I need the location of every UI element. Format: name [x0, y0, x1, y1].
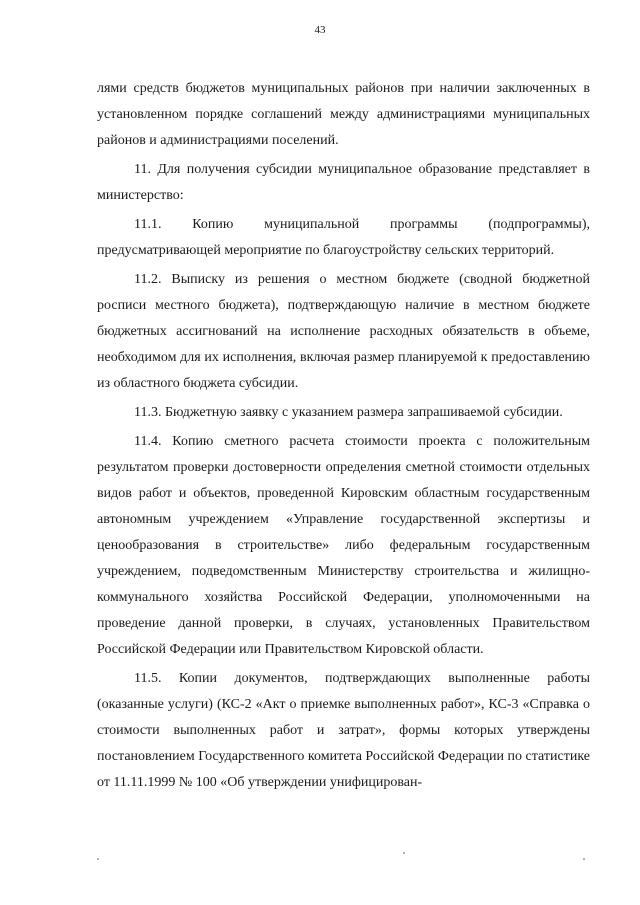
paragraph-continuation: лями средств бюджетов муниципальных районов при наличии заключенных в установленном порядке соглашений между администрациями муниципальных районов и администрациями поселений.	[97, 81, 590, 148]
paragraph-11-5: 11.5. Копии документов, подтверждающих выполненные работы (оказанные услуги) (КС-2 «Акт о приемке выполненных работ», КС-3 «Справка о стоимости выполненных работ и затрат», формы которых утверждены постановлением Государственного комитета Российской Федерации по статистике от 11.11.1999 № 100 «Об утверждении унифицирован-	[97, 671, 590, 790]
paragraph-11-4: 11.4. Копию сметного расчета стоимости проекта с положительным результатом проверки достоверности определения сметной стоимости отдельных видов работ и объектов, проведенной Кировским областным государственным автономным учреждением «Управление государственной экспертизы и ценообразования в строительстве» либо федеральным государственным учреждением, подведомственным Министерству строительства и жилищно-коммунального хозяйства Российской Федерации, уполномоченными на проведение данной проверки, в случаях, установленных Правительством Российской Федерации или Правительством Кировской области.	[97, 434, 590, 657]
paragraph-11-3: 11.3. Бюджетную заявку с указанием размера запрашиваемой субсидии.	[134, 405, 563, 420]
scan-speck	[583, 858, 585, 860]
document-body	[97, 76, 590, 799]
page-number: 43	[314, 24, 326, 36]
paragraph-11: 11. Для получения субсидии муниципальное образование представляет в министерство:	[97, 162, 590, 203]
scan-speck	[403, 852, 405, 854]
scan-speck	[97, 858, 99, 860]
paragraph-11-2: 11.2. Выписку из решения о местном бюджете (сводной бюджетной росписи местного бюджета), подтверждающую наличие в местном бюджете бюджетных ассигнований на исполнение расходных обязательств в объеме, необходимом для их исполнения, включая размер планируемой к предоставлению из областного бюджета субсидии.	[97, 272, 590, 391]
paragraph-11-1: 11.1. Копию муниципальной программы (подпрограммы), предусматривающей мероприятие по благоустройству сельских территорий.	[97, 217, 590, 258]
